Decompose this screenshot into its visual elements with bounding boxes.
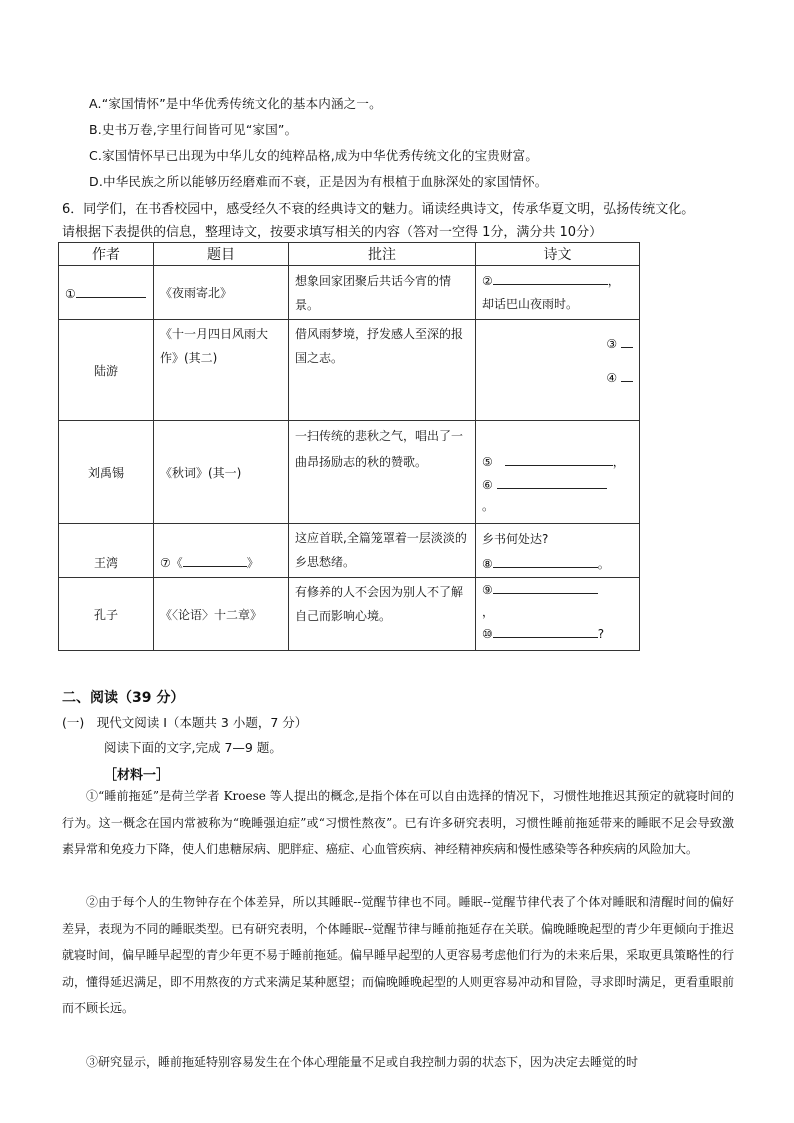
option-text: “家国情怀”是中华优秀传统文化的基本内涵之一。	[101, 96, 382, 111]
note-cell: 借风雨梦境，抒发感人至深的报国之志。	[289, 320, 476, 421]
option-c	[89, 146, 538, 164]
paragraph-2: ②由于每个人的生物钟存在个体差异，所以其睡眠--觉醒节律也不同。睡眠--觉醒节律代表了个体对睡眠和清醒时间的偏好差异，表现为不同的睡眠类型。已有研究表明，个体睡眠--觉醒节律与睡前拖延存在关联。偏晚睡晚起型的青少年更倾向于推迟就寝时间，偏早睡早起型的青少年更不易于睡前拖延。偏早睡早起型的人更容易考虑他们行为的未来后果，采取更具策略性的行动，懂得延迟满足，即不用熬夜的方式来满足某种愿望；而偏晚睡晚起型的人则更容易冲动和冒险，寻求即时满足，更看重眼前而不顾长远。	[62, 895, 735, 1016]
author-cell: 孔子	[59, 578, 154, 651]
author-cell: ①	[59, 266, 154, 320]
author-cell: 王湾	[59, 524, 154, 578]
table-row	[59, 320, 640, 421]
answer-blank-6[interactable]	[497, 475, 607, 489]
answer-blank-4[interactable]	[621, 368, 633, 382]
option-b	[89, 120, 297, 138]
section-title: 二、阅读（39 分）	[62, 690, 185, 706]
title-cell: 《十一月四日风雨大作》(其二)	[154, 320, 289, 421]
paragraph-1: ①“睡前拖延”是荷兰学者 Kroese 等人提出的概念,是指个体在可以自由选择的情况下，习惯性地推迟其预定的就寝时间的行为。这一概念在国内常被称为“晚睡强迫症”或“习惯性熬夜”。已有许多研究表明，习惯性睡前拖延带来的睡眠不足会导致激素异常和免疫力下降，使人们患糖尿病、肥胖症、癌症、心血管疾病、神经精神疾病和慢性感染等各种疾病的风险加大。	[62, 789, 734, 857]
subsection-title: (一) 现代文阅读 I（本题共 3 小题，7 分）	[62, 715, 308, 730]
answer-blank-1[interactable]	[76, 284, 146, 298]
poem-cell: ⑨ ， ⑩ ?	[476, 578, 640, 651]
title-cell: ⑦《 》	[154, 524, 289, 578]
option-a	[89, 94, 382, 112]
title-cell: 《夜雨寄北》	[154, 266, 289, 320]
answer-blank-8[interactable]	[493, 554, 598, 568]
answer-blank-2[interactable]	[493, 271, 608, 285]
author-cell: 陆游	[59, 320, 154, 421]
table-row	[59, 578, 640, 651]
paragraph-3: ③研究显示，睡前拖延特别容易发生在个体心理能量不足或自我控制力弱的状态下，因为决定去睡觉的时	[86, 1055, 639, 1069]
header-poem: 诗文	[476, 243, 640, 266]
question-6-line2: 请根据下表提供的信息，整理诗文，按要求填写相关的内容（答对一空得 1分，满分共 10分）	[62, 225, 603, 240]
option-label: C.	[89, 148, 103, 163]
table-row	[59, 421, 640, 524]
header-title: 题目	[154, 243, 289, 266]
answer-blank-5[interactable]	[505, 452, 613, 466]
header-author: 作者	[59, 243, 154, 266]
instruction: 阅读下面的文字,完成 7—9 题。	[104, 740, 282, 755]
option-label: D.	[89, 174, 103, 189]
title-cell: 《〈论语〉十二章》	[154, 578, 289, 651]
option-text: 家国情怀早已出现为中华儿女的纯粹品格,成为中华优秀传统文化的宝贵财富。	[102, 148, 539, 163]
note-cell: 想象回家团聚后共话今宵的情景。	[289, 266, 476, 320]
header-note: 批注	[289, 243, 476, 266]
question-6-line1: 6．同学们，在书香校园中，感受经久不衰的经典诗文的魅力。诵读经典诗文，传承华夏文明，弘扬传统文化。	[62, 202, 695, 217]
poem-cell: 乡书何处达? ⑧ 。	[476, 524, 640, 578]
answer-blank-10[interactable]	[493, 624, 598, 638]
author-cell: 刘禹锡	[59, 421, 154, 524]
title-cell: 《秋词》(其一)	[154, 421, 289, 524]
poem-cell: ⑤ ， ⑥ 。	[476, 421, 640, 524]
option-label: A.	[89, 96, 102, 111]
option-d	[89, 172, 548, 190]
note-cell: 这应首联,全篇笼罩着一层淡淡的乡思愁绪。	[289, 524, 476, 578]
note-cell: 一扫传统的悲秋之气，唱出了一曲昂扬励志的秋的赞歌。	[289, 421, 476, 524]
table-header-row	[59, 243, 640, 266]
table-row	[59, 266, 640, 320]
material-label: ［材料一］	[104, 768, 170, 783]
poem-cell: ③ ④	[476, 320, 640, 421]
answer-blank-7[interactable]	[183, 553, 247, 567]
option-label: B.	[89, 122, 102, 137]
answer-blank-9[interactable]	[493, 580, 598, 594]
table-row	[59, 524, 640, 578]
answer-blank-3[interactable]	[621, 334, 633, 348]
poem-table	[58, 242, 640, 651]
poem-cell: ② ， 却话巴山夜雨时。	[476, 266, 640, 320]
note-cell: 有修养的人不会因为别人不了解自己而影响心境。	[289, 578, 476, 651]
option-text: 中华民族之所以能够历经磨难而不衰，正是因为有根植于血脉深处的家国情怀。	[103, 174, 548, 189]
option-text: 史书万卷,字里行间皆可见“家国”。	[101, 122, 298, 137]
